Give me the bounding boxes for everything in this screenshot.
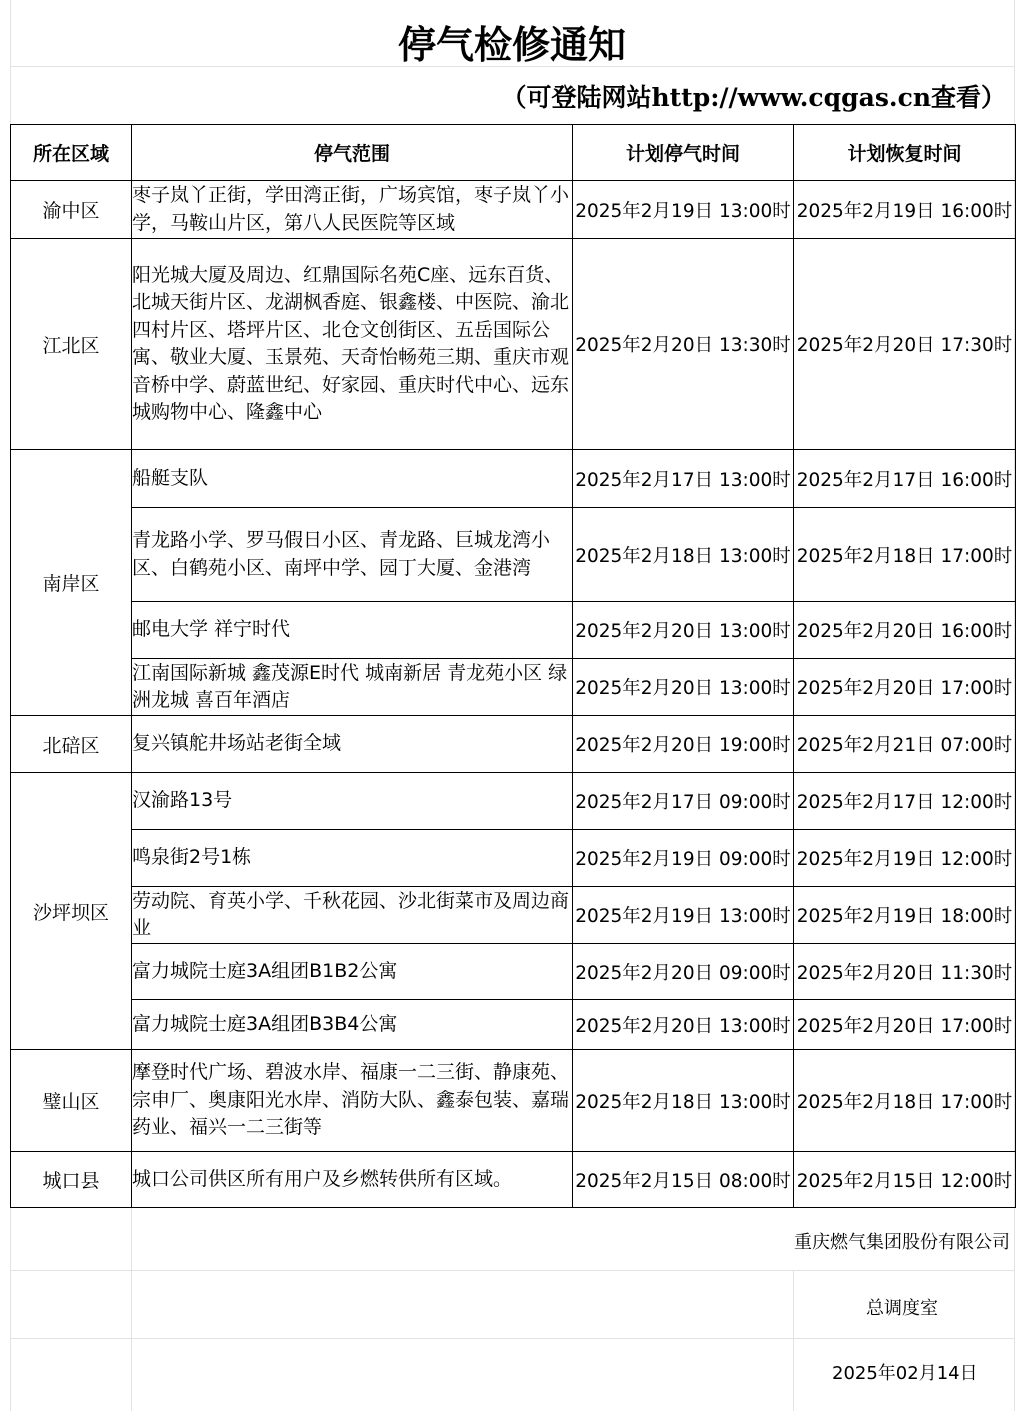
table-header-row — [11, 125, 1016, 181]
scope-cell: 青龙路小学、罗马假日小区、青龙路、巨城龙湾小区、白鹤苑小区、南坪中学、园丁大厦、金港湾 — [132, 508, 573, 602]
scope-cell: 船艇支队 — [132, 450, 573, 508]
scope-cell: 富力城院士庭3A组团B3B4公寓 — [132, 1000, 573, 1050]
header-district: 所在区域 — [11, 125, 132, 181]
district-cell: 城口县 — [11, 1152, 132, 1208]
table-row — [11, 239, 1016, 450]
table-row — [11, 181, 1016, 239]
end-time-cell: 2025年2月19日 18:00时 — [794, 887, 1016, 944]
scope-cell: 摩登时代广场、碧波水岸、福康一二三街、静康苑、宗申厂、奥康阳光水岸、消防大队、鑫泰包装、嘉瑞药业、福兴一二三街等 — [132, 1050, 573, 1152]
district-cell: 渝中区 — [11, 181, 132, 239]
table-row — [11, 1152, 1016, 1208]
end-time-cell: 2025年2月17日 16:00时 — [794, 450, 1016, 508]
scope-cell: 汉渝路13号 — [132, 773, 573, 830]
table-row — [11, 1050, 1016, 1152]
table-row — [11, 773, 1016, 830]
end-time-cell: 2025年2月20日 11:30时 — [794, 944, 1016, 1000]
outage-table — [10, 124, 1016, 1208]
end-time-cell: 2025年2月19日 12:00时 — [794, 830, 1016, 887]
table-row — [11, 1000, 1016, 1050]
start-time-cell: 2025年2月20日 13:00时 — [573, 602, 794, 659]
district-cell: 沙坪坝区 — [11, 773, 132, 1050]
end-time-cell: 2025年2月20日 17:30时 — [794, 239, 1016, 450]
start-time-cell: 2025年2月18日 13:00时 — [573, 1050, 794, 1152]
end-time-cell: 2025年2月20日 17:00时 — [794, 659, 1016, 716]
gridline — [10, 1338, 1015, 1339]
table-row — [11, 830, 1016, 887]
start-time-cell: 2025年2月19日 13:00时 — [573, 181, 794, 239]
table-row — [11, 944, 1016, 1000]
start-time-cell: 2025年2月19日 09:00时 — [573, 830, 794, 887]
district-cell: 北碚区 — [11, 716, 132, 773]
end-time-cell: 2025年2月19日 16:00时 — [794, 181, 1016, 239]
end-time-cell: 2025年2月21日 07:00时 — [794, 716, 1016, 773]
start-time-cell: 2025年2月20日 13:30时 — [573, 239, 794, 450]
district-cell: 江北区 — [11, 239, 132, 450]
header-start-time: 计划停气时间 — [573, 125, 794, 181]
scope-cell: 枣子岚丫正街，学田湾正街，广场宾馆，枣子岚丫小学，马鞍山片区，第八人民医院等区域 — [132, 181, 573, 239]
issue-date: 2025年02月14日 — [832, 1363, 978, 1384]
scope-cell: 江南国际新城 鑫茂源E时代 城南新居 青龙苑小区 绿洲龙城 喜百年酒店 — [132, 659, 573, 716]
start-time-cell: 2025年2月17日 13:00时 — [573, 450, 794, 508]
table-row — [11, 508, 1016, 602]
header-scope: 停气范围 — [132, 125, 573, 181]
end-time-cell: 2025年2月18日 17:00时 — [794, 508, 1016, 602]
table-row — [11, 659, 1016, 716]
start-time-cell: 2025年2月20日 13:00时 — [573, 659, 794, 716]
start-time-cell: 2025年2月15日 08:00时 — [573, 1152, 794, 1208]
table-row — [11, 887, 1016, 944]
end-time-cell: 2025年2月17日 12:00时 — [794, 773, 1016, 830]
start-time-cell: 2025年2月20日 19:00时 — [573, 716, 794, 773]
scope-cell: 城口公司供区所有用户及乡燃转供所有区域。 — [132, 1152, 573, 1208]
issuer-company: 重庆燃气集团股份有限公司 — [794, 1232, 1010, 1253]
table-row — [11, 716, 1016, 773]
website-note: （可登陆网站http://www.cqgas.cn查看） — [501, 83, 1006, 112]
gridline — [131, 1206, 132, 1411]
end-time-cell: 2025年2月15日 12:00时 — [794, 1152, 1016, 1208]
scope-cell: 邮电大学 祥宁时代 — [132, 602, 573, 659]
start-time-cell: 2025年2月20日 13:00时 — [573, 1000, 794, 1050]
end-time-cell: 2025年2月20日 17:00时 — [794, 1000, 1016, 1050]
scope-cell: 复兴镇舵井场站老街全域 — [132, 716, 573, 773]
table-row — [11, 602, 1016, 659]
start-time-cell: 2025年2月17日 09:00时 — [573, 773, 794, 830]
scope-cell: 富力城院士庭3A组团B1B2公寓 — [132, 944, 573, 1000]
page-title: 停气检修通知 — [397, 22, 626, 67]
table-row — [11, 450, 1016, 508]
issuer-department: 总调度室 — [866, 1298, 938, 1319]
gridline — [793, 1270, 794, 1411]
scope-cell: 阳光城大厦及周边、红鼎国际名苑C座、远东百货、北城天街片区、龙湖枫香庭、银鑫楼、中医院、渝北四村片区、塔坪片区、北仓文创街区、五岳国际公寓、敬业大厦、玉景苑、天奇怡畅苑三期、重庆市观音桥中学、蔚蓝世纪、好家园、重庆时代中心、远东城购物中心、隆鑫中心 — [132, 239, 573, 450]
start-time-cell: 2025年2月19日 13:00时 — [573, 887, 794, 944]
district-cell: 璧山区 — [11, 1050, 132, 1152]
scope-cell: 劳动院、育英小学、千秋花园、沙北街菜市及周边商业 — [132, 887, 573, 944]
end-time-cell: 2025年2月18日 17:00时 — [794, 1050, 1016, 1152]
end-time-cell: 2025年2月20日 16:00时 — [794, 602, 1016, 659]
district-cell: 南岸区 — [11, 450, 132, 716]
gridline — [10, 1270, 1015, 1271]
scope-cell: 鸣泉街2号1栋 — [132, 830, 573, 887]
start-time-cell: 2025年2月18日 13:00时 — [573, 508, 794, 602]
header-end-time: 计划恢复时间 — [794, 125, 1016, 181]
start-time-cell: 2025年2月20日 09:00时 — [573, 944, 794, 1000]
